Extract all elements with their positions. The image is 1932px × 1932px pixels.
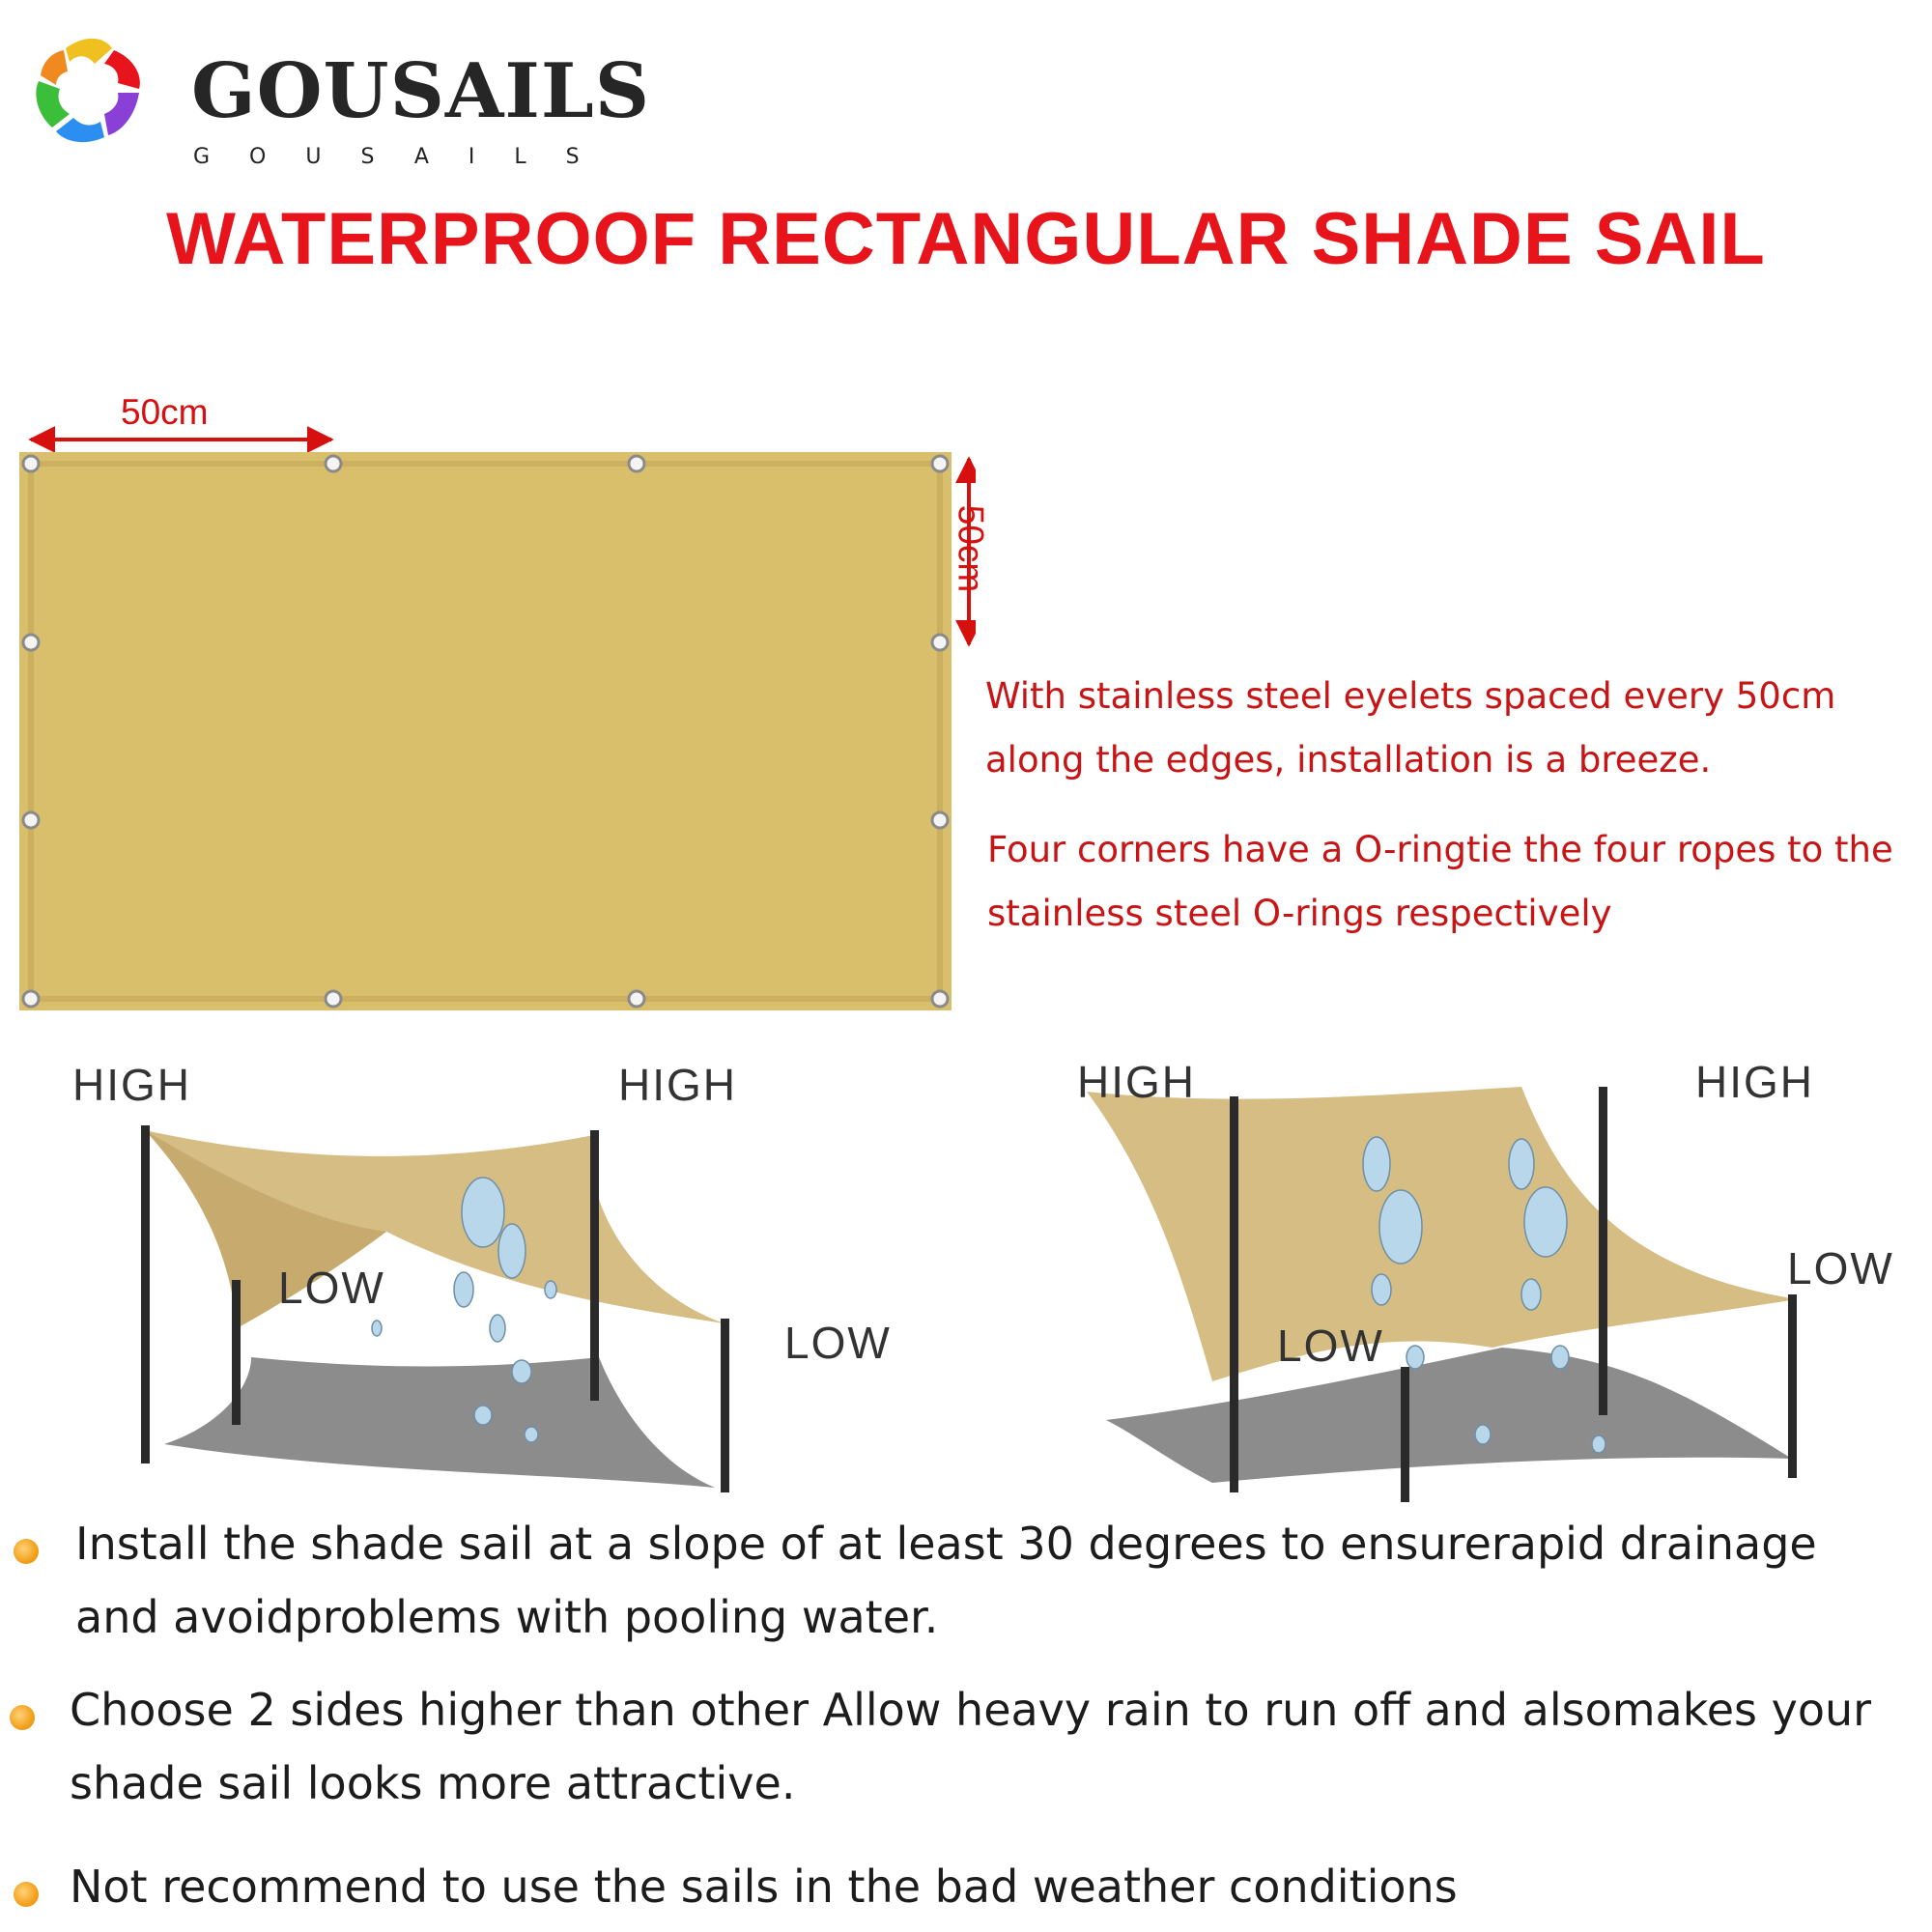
dimension-label-horizontal: 50cm (121, 392, 209, 432)
water-drop (525, 1427, 538, 1442)
eyelet (932, 991, 948, 1007)
water-drop (1379, 1190, 1422, 1264)
water-drop (498, 1224, 526, 1278)
diagram-label-high: HIGH (72, 1060, 191, 1110)
corner-description: Four corners have a O-ringtie the four ropes to the stainless steel O-rings respectively (987, 829, 1893, 934)
pole (721, 1319, 729, 1492)
eyelet (23, 812, 39, 828)
water-drop (462, 1178, 504, 1247)
eyelet-description: With stainless steel eyelets spaced every 50cm along the edges, installation is a breeze. (985, 675, 1836, 781)
brand-logo (27, 29, 651, 169)
eyelet (932, 812, 948, 828)
pole (1401, 1367, 1409, 1502)
eyelet (23, 991, 39, 1007)
bullet-dot-icon (10, 1705, 35, 1730)
tip-text: Choose 2 sides higher than other Allow heavy rain to run off and alsomakes your shade sail looks more attractive. (70, 1684, 1872, 1809)
installation-diagram-right (1077, 1038, 1927, 1512)
tip-text: Install the shade sail at a slope of at least 30 degrees to ensurerapid drainage and avoidproblems with pooling water. (75, 1518, 1817, 1643)
eyelet (932, 456, 948, 471)
water-drop (1551, 1346, 1569, 1369)
water-drop (1406, 1346, 1424, 1369)
water-drop (1592, 1435, 1605, 1453)
pole (1230, 1096, 1238, 1492)
tip-text: Not recommend to use the sails in the bad weather conditions (70, 1861, 1458, 1913)
eyelet (326, 991, 341, 1007)
sail-fabric (19, 452, 952, 1010)
water-drop (512, 1360, 531, 1383)
page-title: WATERPROOF RECTANGULAR SHADE SAIL (166, 198, 1766, 280)
water-drop (1363, 1137, 1390, 1191)
eyelet (629, 456, 644, 471)
sail-shape (1087, 1087, 1797, 1381)
eyelet (23, 635, 39, 650)
bullet-dot-icon (14, 1882, 39, 1907)
bullet-dot-icon (14, 1539, 39, 1564)
water-drop (545, 1281, 556, 1298)
shade-sail-illustration (0, 382, 976, 1019)
pole (1788, 1294, 1797, 1478)
water-drop (490, 1315, 505, 1342)
eyelet (326, 456, 341, 471)
water-drop (1475, 1425, 1491, 1444)
brand-name: GOUSAILS (191, 47, 651, 135)
water-drop (474, 1406, 492, 1425)
diagram-label-low: LOW (784, 1318, 892, 1368)
diagram-label-high: HIGH (1695, 1057, 1814, 1107)
water-drop (1372, 1274, 1391, 1305)
dimension-label-vertical: 50cm (951, 504, 991, 593)
diagram-label-high: HIGH (1077, 1057, 1196, 1107)
brand-logo-icon (27, 29, 153, 155)
pole (590, 1130, 599, 1401)
diagram-label-low: LOW (278, 1263, 385, 1313)
brand-tagline: GOUSAILS (193, 145, 619, 169)
water-drop (1524, 1187, 1567, 1257)
pole (232, 1280, 241, 1425)
water-drop (1509, 1139, 1534, 1189)
installation-diagram-left (58, 1038, 927, 1502)
diagram-label-high: HIGH (618, 1060, 737, 1110)
eyelet (932, 635, 948, 650)
eyelet (629, 991, 644, 1007)
pole (1599, 1087, 1607, 1415)
diagram-label-low: LOW (1787, 1243, 1894, 1293)
eyelet (23, 456, 39, 471)
pole (141, 1125, 150, 1463)
water-drop (454, 1272, 473, 1307)
diagram-label-low: LOW (1277, 1321, 1384, 1371)
water-drop (372, 1321, 382, 1336)
water-drop (1521, 1279, 1541, 1310)
ground-shadow (164, 1357, 715, 1488)
